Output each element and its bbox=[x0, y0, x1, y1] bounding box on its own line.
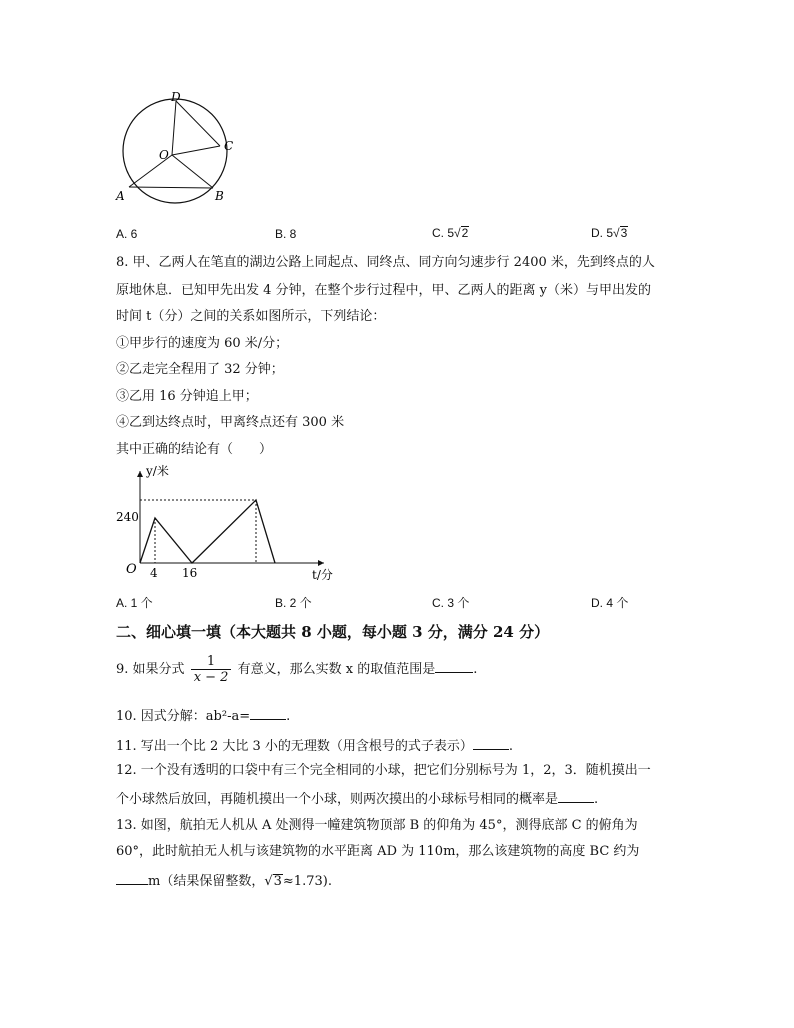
circle-figure bbox=[110, 88, 250, 208]
q9-suffix: 有意义，那么实数 x 的取值范围是 bbox=[237, 662, 436, 677]
x-axis-label: t/分 bbox=[312, 568, 333, 582]
q8-option-d: D. 4 个 bbox=[591, 596, 629, 610]
label-a: A bbox=[116, 189, 125, 203]
label-d: D bbox=[171, 90, 181, 104]
q11-answer-blank[interactable] bbox=[473, 736, 509, 750]
sqrt-icon: √ bbox=[264, 874, 273, 889]
q9-answer-blank[interactable] bbox=[435, 659, 473, 673]
origin-label: O bbox=[126, 562, 137, 577]
q13-line-1: 13. 如图，航拍无人机从 A 处测得一幢建筑物顶部 B 的仰角为 45°，测得底部 C 的俯角为 bbox=[116, 818, 638, 833]
q13-line-2: 60°，此时航拍无人机与该建筑物的水平距离 AD 为 110m，那么该建筑物的高度 BC 约为 bbox=[116, 844, 640, 859]
q11 bbox=[116, 736, 513, 755]
q11-text: 11. 写出一个比 2 大比 3 小的无理数（用含根号的式子表示） bbox=[116, 739, 473, 754]
q9-end: . bbox=[473, 662, 478, 677]
q8-option-c: C. 3 个 bbox=[432, 596, 470, 610]
q9-numerator: 1 bbox=[191, 654, 232, 670]
q8-statement-3: ③乙用 16 分钟追上甲； bbox=[116, 389, 258, 404]
chord-od bbox=[172, 101, 176, 155]
sqrt-icon: √ bbox=[613, 226, 620, 240]
chord-ob bbox=[172, 155, 213, 188]
q7-option-d-root: 3 bbox=[620, 226, 628, 240]
q9-fraction bbox=[191, 654, 232, 685]
q7-option-b: B. 8 bbox=[275, 227, 297, 241]
q8-option-b: B. 2 个 bbox=[275, 596, 312, 610]
q12-line-1: 12. 一个没有透明的口袋中有三个完全相同的小球，把它们分别标号为 1，2，3．随机摸出一 bbox=[116, 763, 651, 778]
q13-unit: m（结果保留整数， bbox=[148, 874, 265, 889]
q13-answer-blank[interactable] bbox=[116, 871, 148, 885]
distance-line bbox=[140, 500, 275, 563]
q9-prefix: 9. 如果分式 bbox=[116, 662, 185, 677]
section-2-title: 二、细心填一填（本大题共 8 小题，每小题 3 分，满分 24 分） bbox=[116, 623, 550, 641]
label-o: O bbox=[159, 148, 169, 162]
q10-end: . bbox=[286, 709, 291, 724]
q7-option-c-prefix: C. 5 bbox=[432, 226, 455, 240]
q7-option-c-root: 2 bbox=[461, 226, 469, 240]
q10-prefix: 10. 因式分解：ab²-a= bbox=[116, 709, 251, 724]
q10-answer-blank[interactable] bbox=[250, 706, 286, 720]
q7-option-d-prefix: D. 5 bbox=[591, 226, 614, 240]
x-tick-4: 4 bbox=[150, 566, 158, 580]
q7-option-d bbox=[591, 225, 628, 242]
q8-statement-2: ②乙走完全程用了 32 分钟； bbox=[116, 362, 284, 377]
q10 bbox=[116, 706, 290, 725]
q12-line-2 bbox=[116, 789, 598, 808]
q12-line-2-text: 个小球然后放回，再随机摸出一个小球，则两次摸出的小球标号相同的概率是 bbox=[116, 792, 559, 807]
sqrt-icon: √ bbox=[454, 226, 461, 240]
q8-line-1: 8. 甲、乙两人在笔直的湖边公路上同起点、同终点、同方向匀速步行 2400 米，先到终点的人 bbox=[116, 255, 655, 270]
q9 bbox=[116, 650, 477, 690]
label-c: C bbox=[224, 139, 234, 153]
y-tick-240: 240 bbox=[116, 510, 139, 524]
q13-line-3 bbox=[116, 871, 332, 890]
x-tick-16: 16 bbox=[182, 566, 198, 580]
q8-statement-4: ④乙到达终点时，甲离终点还有 300 米 bbox=[116, 415, 345, 430]
q12-answer-blank[interactable] bbox=[558, 789, 594, 803]
q8-line-2: 原地休息．已知甲先出发 4 分钟，在整个步行过程中，甲、乙两人的距离 y（米）与甲出发的 bbox=[116, 283, 652, 298]
q13-root: 3 bbox=[273, 874, 282, 889]
q11-end: . bbox=[508, 739, 514, 754]
q9-denominator: x − 2 bbox=[193, 670, 229, 685]
q8-option-a: A. 1 个 bbox=[116, 596, 153, 610]
q7-option-c bbox=[432, 225, 469, 242]
chord-oc bbox=[172, 146, 220, 155]
label-b: B bbox=[215, 189, 224, 203]
distance-time-graph bbox=[112, 463, 342, 585]
q12-end: . bbox=[594, 792, 599, 807]
y-axis-label: y/米 bbox=[146, 464, 169, 478]
q8-line-3: 时间 t（分）之间的关系如图所示，下列结论： bbox=[116, 309, 386, 324]
q13-approx: ≈1.73). bbox=[282, 874, 332, 889]
q8-statement-1: ①甲步行的速度为 60 米/分； bbox=[116, 336, 289, 351]
q7-option-a: A. 6 bbox=[116, 227, 138, 241]
chord-dc bbox=[176, 101, 220, 146]
chord-ab bbox=[129, 187, 213, 188]
q8-question: 其中正确的结论有（ ） bbox=[116, 442, 273, 457]
